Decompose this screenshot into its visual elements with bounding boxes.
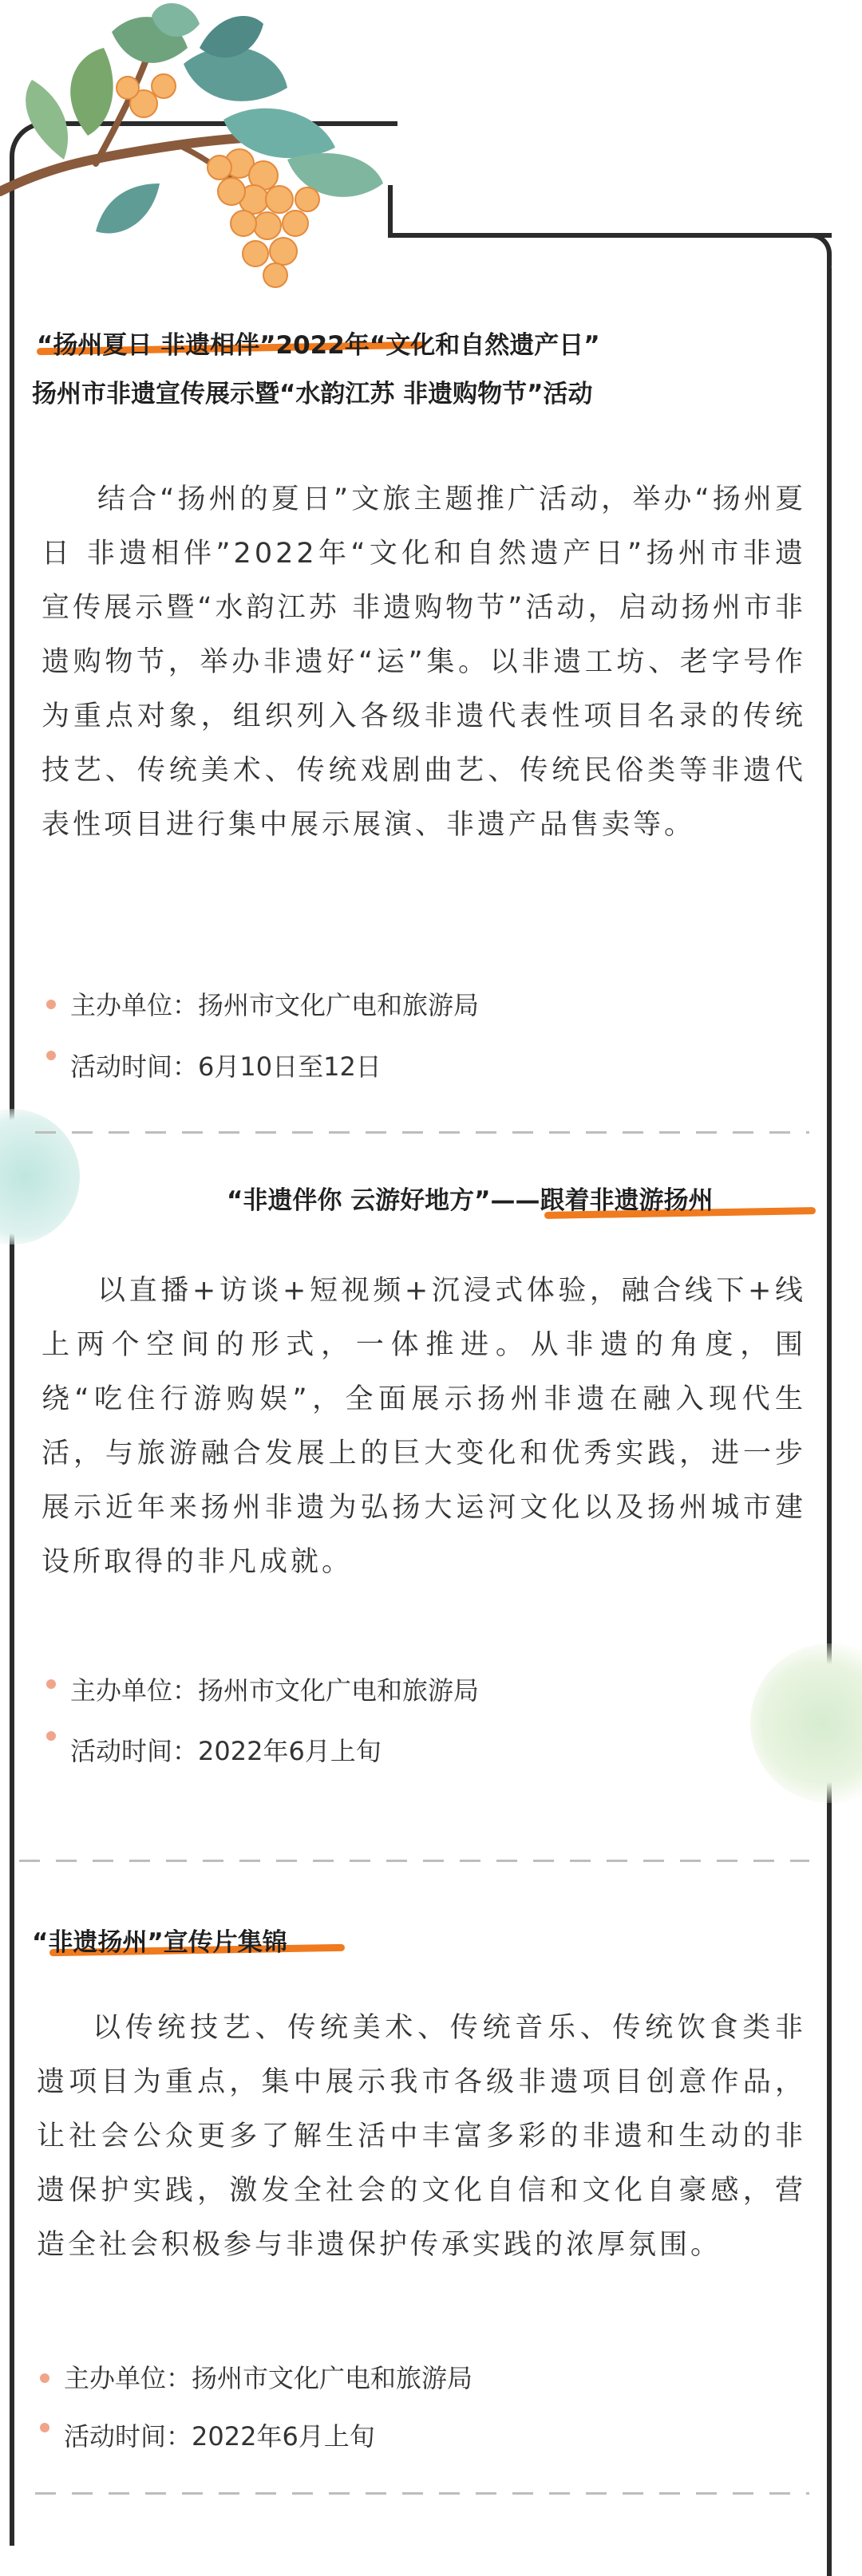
frame-top-right-border: [388, 233, 832, 238]
bullet-dot: [46, 1051, 56, 1060]
section-1-title-line2: 扬州市非遗宣传展示暨“水韵江苏 非遗购物节”活动: [32, 380, 593, 408]
section-1-title-line1: “扬州夏日 非遗相伴”2022年“文化和自然遗产日”: [37, 331, 600, 360]
bullet-dot: [46, 1731, 56, 1741]
section-2-body: 以直播+访谈+短视频+沉浸式体验，融合线下+线上两个空间的形式，一体推进。从非遗的角度，围绕“吃住行游购娱”，全面展示扬州非遗在融入现代生活，与旅游融合发展上的巨大变化和优秀实践，进一步展示近年来扬州非遗为弘扬大运河文化以及扬州城市建设所取得的非凡成就。: [42, 1275, 806, 1578]
section-divider: [35, 1131, 809, 1134]
section-divider: [35, 2492, 809, 2495]
section-2-title: “非遗伴你 云游好地方”——跟着非遗游扬州: [227, 1186, 714, 1215]
bullet-dot: [40, 2373, 49, 2383]
section-3-body: 以传统技艺、传统美术、传统音乐、传统饮食类非遗项目为重点，集中展示我市各级非遗项目创意作品，让社会公众更多了解生活中丰富多彩的非遗和生动的非遗保护实践，激发全社会的文化自信和文化自豪感，营造全社会积极参与非遗保护传承实践的浓厚氛围。: [37, 2012, 806, 2261]
section-2-time: 活动时间：2022年6月上旬: [70, 1736, 382, 1766]
watercolor-blob-icon: [750, 1643, 862, 1803]
loquat-branch-icon: [0, 0, 447, 303]
section-2-organizer: 主办单位：扬州市文化广电和旅游局: [70, 1675, 480, 1706]
section-divider: [19, 1860, 809, 1862]
section-3-time: 活动时间：2022年6月上旬: [64, 2421, 375, 2452]
section-1-time: 活动时间：6月10日至12日: [70, 1051, 382, 1082]
section-1-organizer: 主办单位：扬州市文化广电和旅游局: [70, 990, 480, 1020]
bullet-dot: [40, 2423, 49, 2432]
section-1-body: 结合“扬州的夏日”文旅主题推广活动，举办“扬州夏日 非遗相伴”2022年“文化和自然遗产日”扬州市非遗宣传展示暨“水韵江苏 非遗购物节”活动，启动扬州市非遗购物节，举办非遗好“运”集。以非遗工坊、老字号作为重点对象，组织列入各级非遗代表性项目名录的传统技艺、传统美术、传统戏剧曲艺、传统民俗类等非遗代表性项目进行集中展示展演、非遗产品售卖等。: [42, 483, 806, 841]
frame-corner-border: [798, 233, 832, 266]
frame-left-border: [10, 231, 14, 2546]
frame-right-border: [827, 263, 832, 2576]
bullet-dot: [46, 1000, 56, 1009]
watercolor-blob-icon: [0, 1109, 80, 1245]
bullet-dot: [46, 1679, 56, 1689]
section-3-title: “非遗扬州”宣传片集锦: [32, 1928, 287, 1957]
section-3-organizer: 主办单位：扬州市文化广电和旅游局: [64, 2363, 473, 2393]
